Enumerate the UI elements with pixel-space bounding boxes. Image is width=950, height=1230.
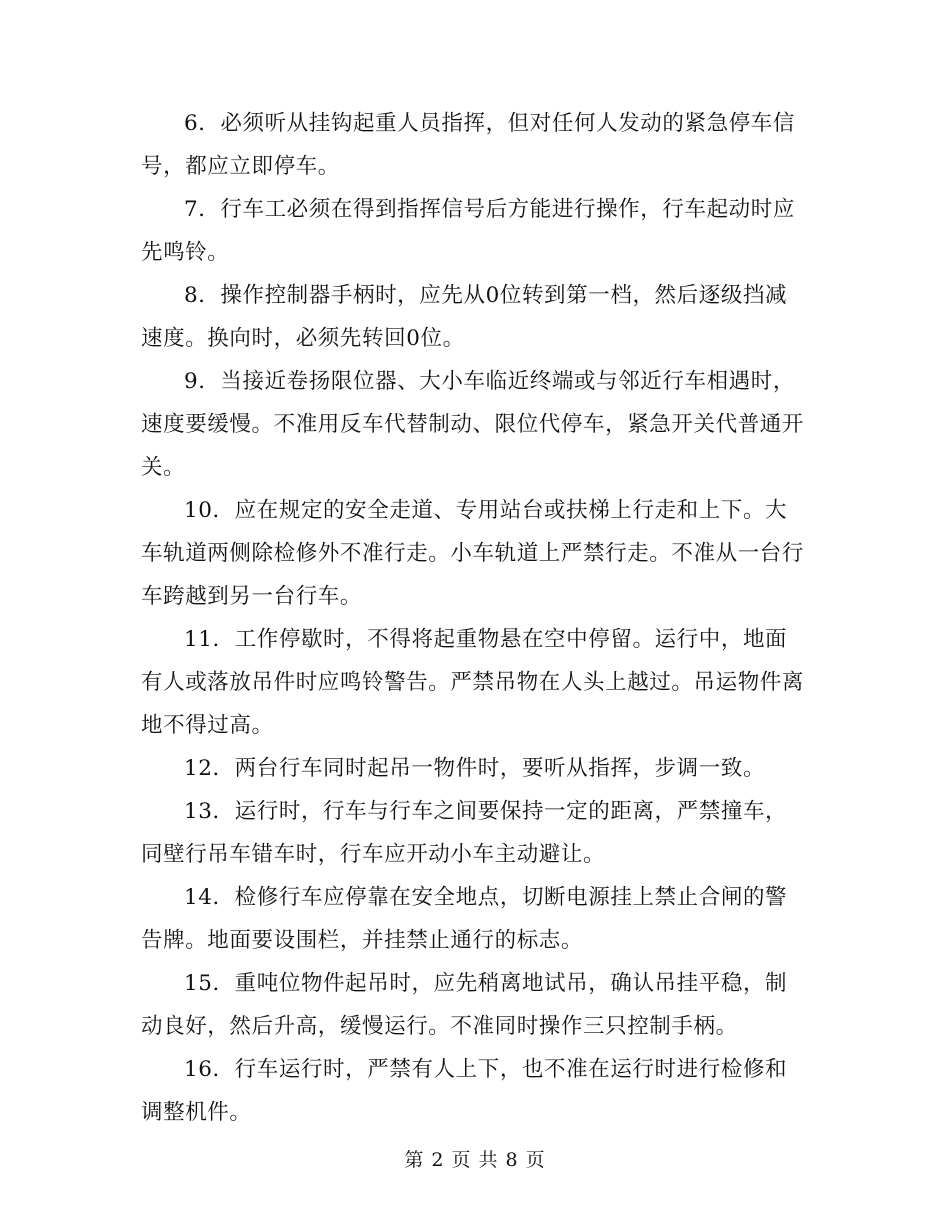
paragraph-rule-8: 8．操作控制器手柄时，应先从0位转到第一档，然后逐级挡减速度。换向时，必须先转回0位。 (141, 283, 788, 351)
paragraph-rule-13: 13．运行时，行车与行车之间要保持一定的距离，严禁撞车，同壁行吊车错车时，行车应开动小车主动避让。 (141, 799, 788, 867)
document-body (141, 102, 807, 1134)
page-number: 第 2 页 共 8 页 (404, 1149, 546, 1171)
page-footer (0, 1148, 950, 1172)
paragraph-rule-6: 6．必须听从挂钩起重人员指挥，但对任何人发动的紧急停车信号，都应立即停车。 (141, 111, 795, 179)
paragraph-rule-15: 15．重吨位物件起吊时，应先稍离地试吊，确认吊挂平稳，制动良好，然后升高，缓慢运行。不准同时操作三只控制手柄。 (141, 971, 788, 1039)
paragraph-rule-16: 16．行车运行时，严禁有人上下，也不准在运行时进行检修和调整机件。 (141, 1057, 788, 1125)
paragraph-rule-9: 9．当接近卷扬限位器、大小车临近终端或与邻近行车相遇时，速度要缓慢。不准用反车代替制动、限位代停车，紧急开关代普通开关。 (141, 369, 805, 480)
paragraph-rule-7: 7．行车工必须在得到指挥信号后方能进行操作，行车起动时应先鸣铃。 (141, 197, 795, 265)
paragraph-rule-10: 10．应在规定的安全走道、专用站台或扶梯上行走和上下。大车轨道两侧除检修外不准行走。小车轨道上严禁行走。不准从一台行车跨越到另一台行车。 (141, 498, 805, 609)
paragraph-rule-11: 11．工作停歇时，不得将起重物悬在空中停留。运行中，地面有人或落放吊件时应鸣铃警告。严禁吊物在人头上越过。吊运物件离地不得过高。 (141, 627, 805, 738)
paragraph-rule-12: 12．两台行车同时起吊一物件时，要听从指挥，步调一致。 (184, 756, 766, 781)
paragraph-rule-14: 14．检修行车应停靠在安全地点，切断电源挂上禁止合闸的警告牌。地面要设围栏，并挂禁止通行的标志。 (141, 885, 788, 953)
